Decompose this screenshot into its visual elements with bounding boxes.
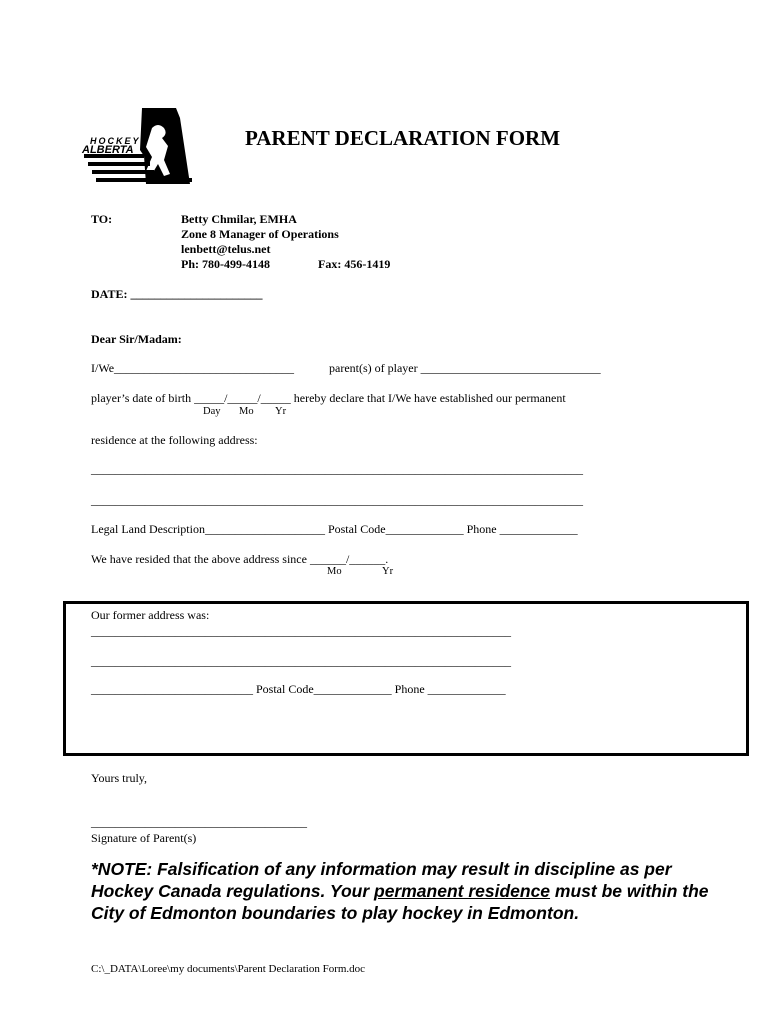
resided-since-line[interactable]: We have resided that the above address since ______/______.	[91, 552, 389, 566]
note-underlined-text: permanent residence	[374, 881, 551, 901]
since-year-label: Yr	[382, 566, 394, 577]
signature-label: Signature of Parent(s)	[91, 831, 197, 845]
closing: Yours truly,	[91, 771, 148, 785]
dob-year-label: Yr	[275, 406, 287, 417]
form-title: PARENT DECLARATION FORM	[245, 126, 561, 150]
date-field[interactable]: DATE: ______________________	[91, 287, 263, 301]
former-address-line-1[interactable]: ______________________________________________________________________	[91, 624, 511, 638]
signature-field[interactable]: ____________________________________	[91, 815, 307, 829]
footer-file-path: C:\_DATA\Loree\my documents\Parent Declaration Form.doc	[91, 963, 366, 975]
former-address-label: Our former address was:	[91, 608, 210, 622]
player-name-field[interactable]: parent(s) of player ______________________________	[329, 361, 601, 375]
dob-day-label: Day	[203, 406, 221, 417]
address-line-1[interactable]: __________________________________________________________________________________	[91, 462, 583, 476]
logo-text-hockey: HOCKEY	[90, 136, 141, 146]
recipient-email: lenbett@telus.net	[181, 242, 271, 256]
recipient-phone: Ph: 780-499-4148	[181, 257, 270, 271]
note-text-2: must be within the City of Edmonton boundaries to play hockey in Edmonton.	[91, 881, 709, 923]
since-month-label: Mo	[327, 566, 342, 577]
date-of-birth-line[interactable]: player’s date of birth _____/_____/_____ hereby declare that I/We have established our permanent	[91, 391, 566, 405]
former-address-line-2[interactable]: ______________________________________________________________________	[91, 654, 511, 668]
recipient-fax: Fax: 456-1419	[318, 257, 391, 271]
dob-month-label: Mo	[239, 406, 254, 417]
legal-land-postal-phone-line[interactable]: Legal Land Description____________________ Postal Code_____________ Phone _____________	[91, 522, 578, 536]
residence-label: residence at the following address:	[91, 433, 258, 447]
address-line-2[interactable]: __________________________________________________________________________________	[91, 493, 583, 507]
parent-name-field[interactable]: I/We______________________________	[91, 361, 295, 375]
recipient-role: Zone 8 Manager of Operations	[181, 227, 339, 241]
note-text-1: *NOTE: Falsification of any information may result in discipline as per Hockey Canada regulations. Your	[91, 859, 672, 901]
greeting: Dear Sir/Madam:	[91, 332, 182, 346]
to-label: TO:	[91, 212, 113, 226]
hockey-alberta-logo	[80, 106, 198, 190]
former-postal-phone-line[interactable]: ___________________________ Postal Code_____________ Phone _____________	[91, 682, 506, 696]
falsification-note	[91, 858, 711, 924]
logo-text-alberta: ALBERTA	[82, 144, 134, 156]
recipient-name: Betty Chmilar, EMHA	[181, 212, 297, 226]
